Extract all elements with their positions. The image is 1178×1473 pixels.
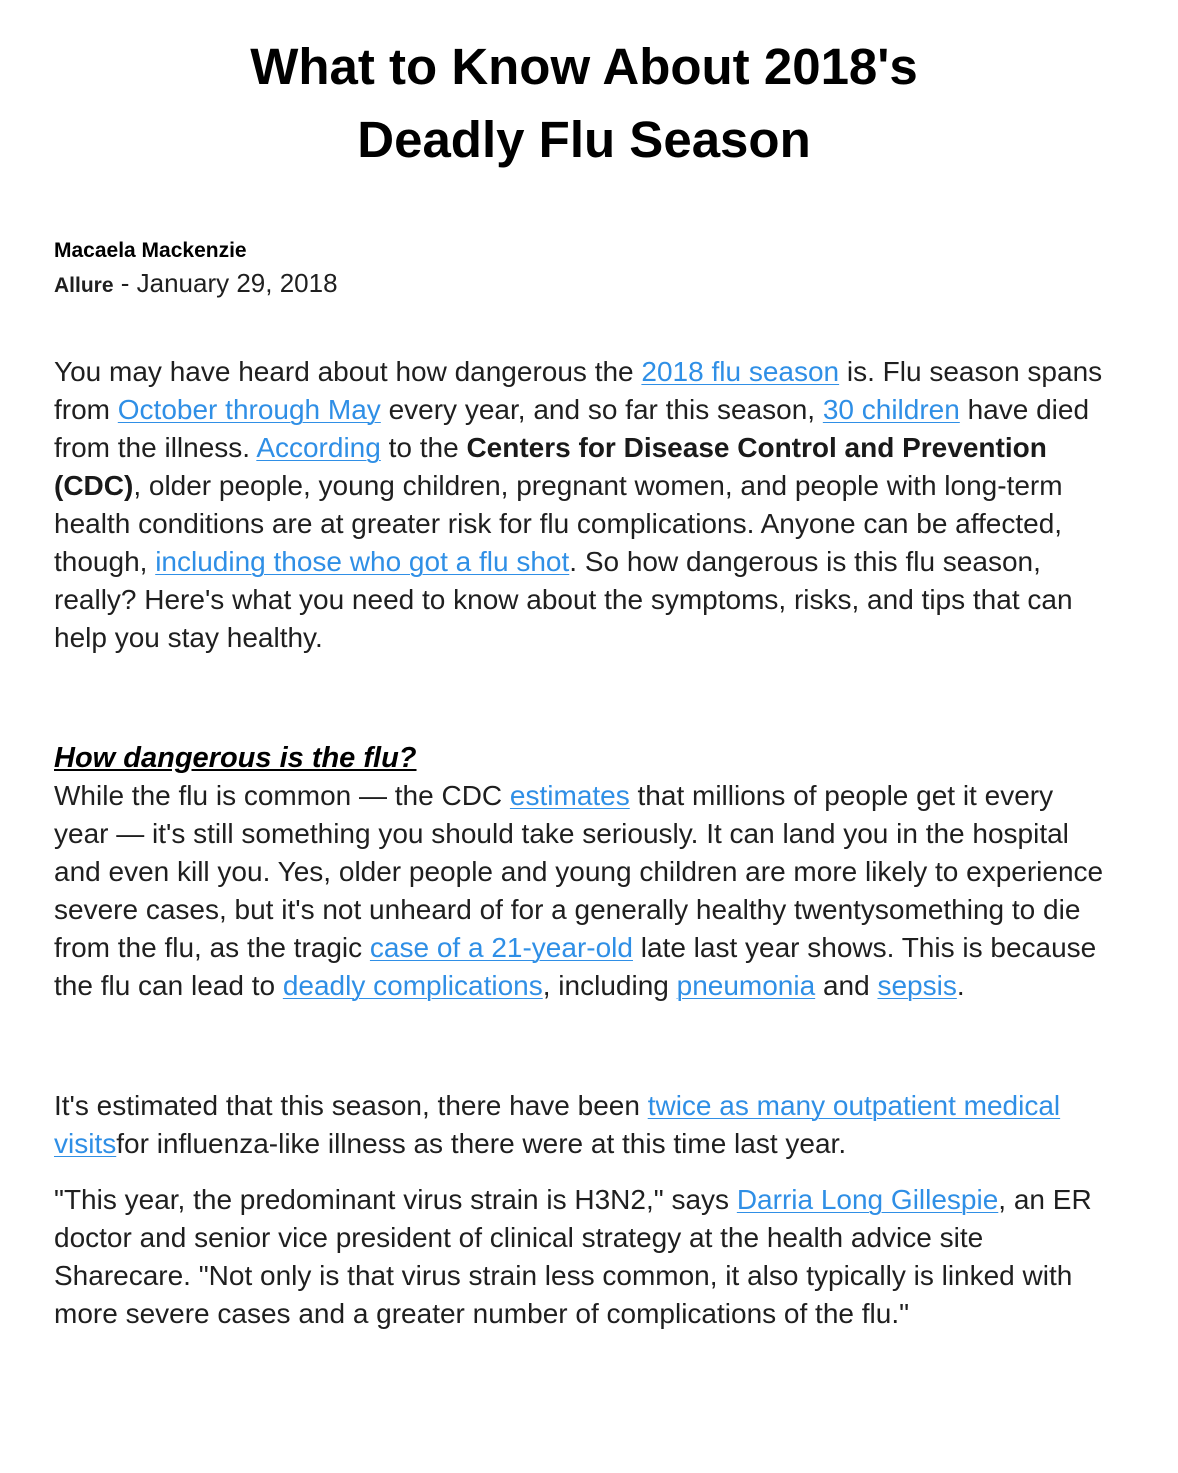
link-outpatient-visits[interactable]: twice as many outpatient medical visits	[54, 1090, 1061, 1159]
link-case-of-21-year-old[interactable]: case of a 21-year-old	[369, 932, 633, 963]
text-run: to the	[380, 432, 467, 463]
text-run: While the flu is common — the CDC	[54, 780, 510, 811]
text-run: have died from the illness.	[54, 394, 1090, 463]
publish-date: January 29, 2018	[136, 268, 338, 298]
title-line-2: Deadly Flu Season	[357, 111, 811, 168]
link-pneumonia[interactable]: pneumonia	[676, 970, 816, 1001]
link-2018-flu-season[interactable]: 2018 flu season	[641, 356, 840, 387]
article-title	[54, 30, 1106, 176]
text-run: late last year shows. This is because the flu can lead to	[54, 932, 1097, 1001]
title-line-1: What to Know About 2018's	[250, 38, 918, 95]
byline	[54, 236, 1106, 303]
publication-name: Allure	[54, 274, 114, 297]
text-run: every year, and so far this season,	[380, 394, 823, 425]
link-sepsis[interactable]: sepsis	[877, 970, 957, 1001]
link-deadly-complications[interactable]: deadly complications	[282, 970, 543, 1001]
text-run: that millions of people get it every year — it's still something you should take seriously. It can land you in the hospital and even kill you. Yes, older people and young children are more likely to experience severe cases, but it's not unheard of for a generally healthy twentysomething to die from the flu, as the tragic	[54, 780, 1104, 963]
article-page	[0, 30, 1178, 1473]
intro-paragraph	[54, 353, 1106, 657]
quote-paragraph	[54, 1181, 1106, 1333]
outpatient-paragraph	[54, 1087, 1106, 1163]
date-separator: -	[113, 268, 137, 298]
text-run: , an ER doctor and senior vice president of clinical strategy at the health advice site Sharecare. "Not only is that virus strain less common, it also typically is linked with more severe cases and a greater number of complications of the flu."	[54, 1184, 1092, 1329]
text-run: . So how dangerous is this flu season, really? Here's what you need to know about the symptoms, risks, and tips that can help you stay healthy.	[54, 546, 1073, 653]
link-estimates[interactable]: estimates	[509, 780, 630, 811]
text-run: and	[815, 970, 878, 1001]
link-according[interactable]: According	[256, 432, 381, 463]
text-run: , older people, young children, pregnant women, and people with long-term health conditions are at greater risk for flu complications. Anyone can be affected, though,	[54, 470, 1063, 577]
publication-line	[54, 266, 1106, 303]
section-paragraph	[54, 777, 1106, 1005]
cdc-name-bold: Centers for Disease Control and Prevention (CDC)	[54, 432, 1047, 501]
author-name: Macaela Mackenzie	[54, 239, 247, 262]
text-run: "This year, the predominant virus strain is H3N2," says	[54, 1184, 737, 1215]
text-run: It's estimated that this season, there have been	[54, 1090, 648, 1121]
text-run: , including	[542, 970, 677, 1001]
text-run: You may have heard about how dangerous the	[54, 356, 642, 387]
link-october-through-may[interactable]: October through May	[117, 394, 381, 425]
section-heading: How dangerous is the flu?	[54, 742, 417, 774]
text-run: is. Flu season spans from	[54, 356, 1103, 425]
text-run: for influenza-like illness as there were at this time last year.	[116, 1128, 847, 1159]
text-run: .	[956, 970, 965, 1001]
link-darria-long-gillespie[interactable]: Darria Long Gillespie	[736, 1184, 999, 1215]
link-including-flu-shot[interactable]: including those who got a flu shot	[155, 546, 570, 577]
link-30-children[interactable]: 30 children	[822, 394, 960, 425]
